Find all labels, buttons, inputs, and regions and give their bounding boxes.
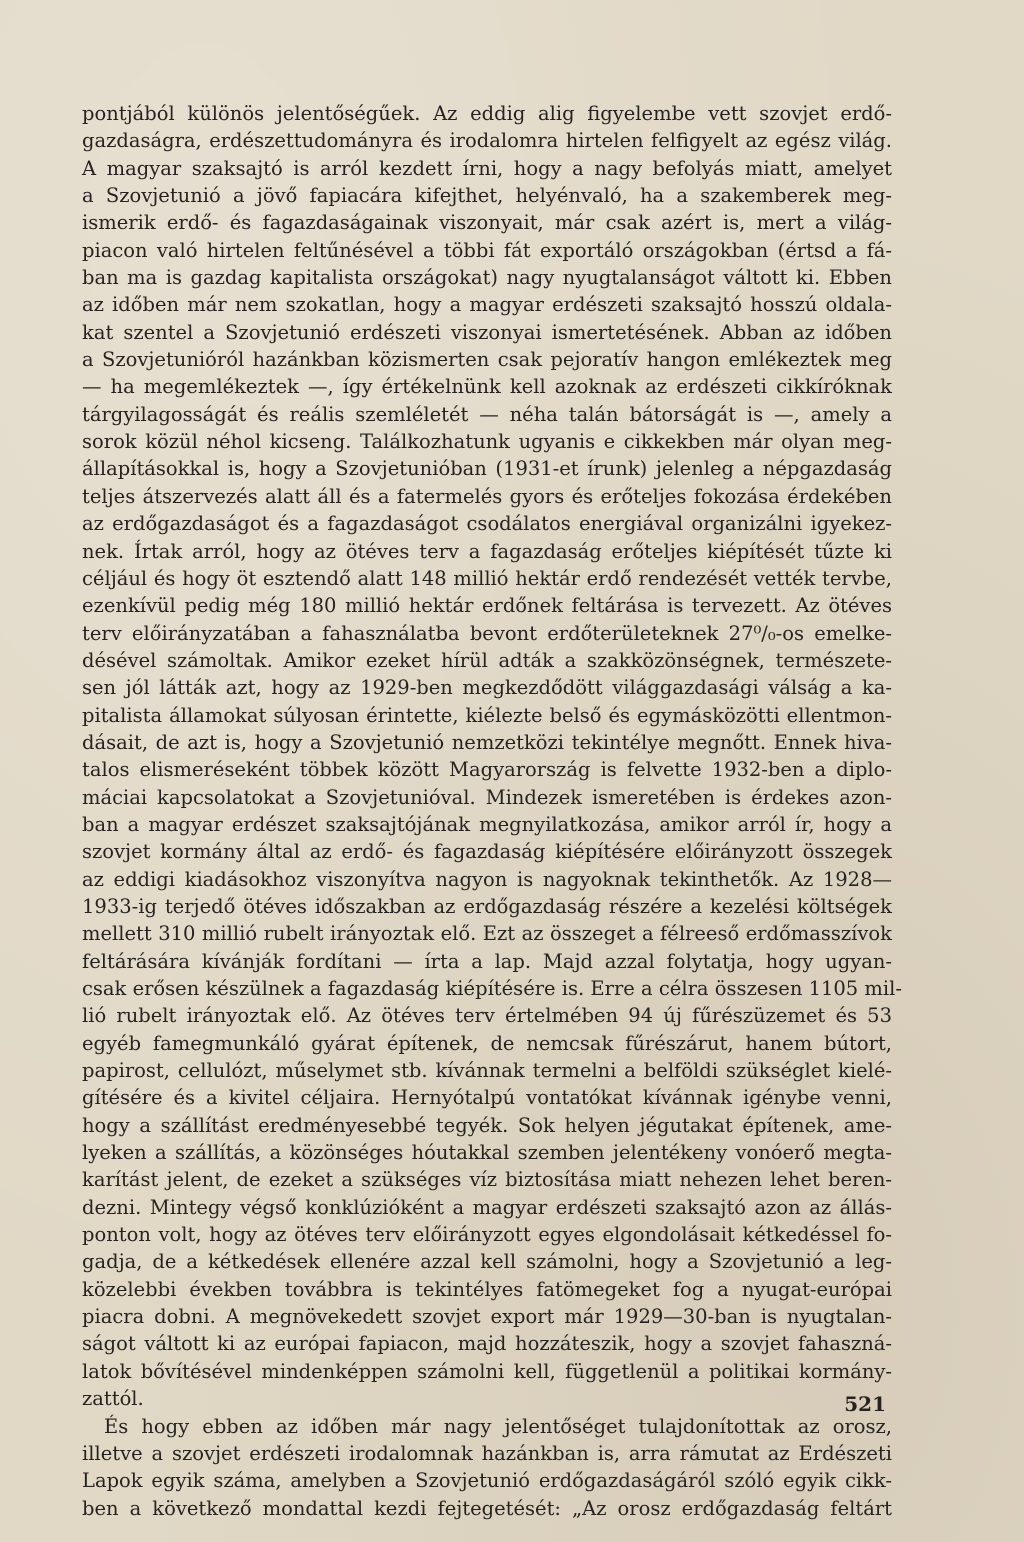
- text-line: csak erősen készülnek a fagazdaság kiépítésére is. Erre a célra összesen 1105 mil-: [82, 977, 902, 1000]
- text-line: közelebbi években továbbra is tekintélyes fatömegeket fog a nyugat-európai: [82, 1277, 892, 1301]
- text-line: ban ma is gazdag kapitalista országokat) nagy nyugtalanságot váltott ki. Ebben: [82, 266, 892, 290]
- text-line: lió rubelt irányoztak elő. Az ötéves terv értelmében 94 új fűrészüzemet és 53: [82, 1004, 892, 1028]
- text-line: hogy a szállítást eredményesebbé tegyék. Sok helyen jégutakat építenek, ame-: [82, 1113, 892, 1137]
- text-line: feltárására kívánják fordítani — írta a lap. Majd azzal folytatja, hogy ugyan-: [82, 949, 892, 973]
- text-line: karítást jelent, de ezeket a szükséges víz biztosítása miatt nehezen lehet beren-: [82, 1168, 892, 1192]
- text-line: papirost, cellulózt, műselymet stb. kívánnak termelni a belföldi szükséglet kielé-: [82, 1059, 892, 1083]
- text-line: És hogy ebben az időben már nagy jelentőséget tulajdonítottak az orosz,: [104, 1414, 892, 1438]
- text-line: az időben már nem szokatlan, hogy a magyar erdészeti szaksajtó hosszú oldala-: [82, 293, 892, 317]
- text-line: pontjából különös jelentőségűek. Az eddig alig figyelembe vett szovjet erdő-: [82, 102, 892, 125]
- text-line: ezenkívül pedig még 180 millió hektár erdőnek feltárása is tervezett. Az ötéves: [82, 594, 892, 618]
- text-line: ponton volt, hogy az ötéves terv előirányzott egyes elgondolásait kétkedéssel fo-: [82, 1223, 892, 1247]
- text-line: céljául és hogy öt esztendő alatt 148 millió hektár erdő rendezését vették tervbe,: [82, 566, 892, 590]
- text-line: szovjet kormány által az erdő- és fagazdaság kiépítésére előirányzott összegek: [82, 840, 892, 864]
- text-line: désével számoltak. Amikor ezeket hírül adták a szakközönségnek, természete-: [82, 648, 892, 672]
- text-line: terv előirányzatában a fahasználatba bevont erdőterületeknek 27⁰/₀-os emelke-: [82, 621, 892, 645]
- text-line: egyéb famegmunkáló gyárat építenek, de nemcsak fűrészárut, hanem bútort,: [82, 1031, 892, 1055]
- text-line: 1933-ig terjedő ötéves időszakban az erdőgazdaság részére a kezelési költségek: [82, 894, 892, 918]
- text-line: pitalista államokat súlyosan érintette, kiélezte belső és egymásközötti ellentmon-: [82, 703, 892, 727]
- text-line: gazdaságra, erdészettudományra és irodalomra hirtelen felfigyelt az egész világ.: [82, 129, 892, 153]
- text-line: gítésére és a kivitel céljaira. Hernyótalpú vontatókat kívánnak igénybe venni,: [82, 1086, 892, 1110]
- text-line: nek. Írtak arról, hogy az ötéves terv a fagazdaság erőteljes kiépítését tűzte ki: [82, 539, 892, 563]
- text-line: latok bővítésével mindenképpen számolni kell, függetlenül a politikai kormány-: [82, 1359, 892, 1383]
- text-line: állapításokkal is, hogy a Szovjetunióban (1931-et írunk) jelenleg a népgazdaság: [82, 457, 892, 481]
- text-line: ságot váltott ki az európai fapiacon, majd hozzáteszik, hogy a szovjet fahaszná-: [82, 1332, 892, 1356]
- text-line: az eddigi kiadásokhoz viszonyítva nagyon is nagyoknak tekinthetők. Az 1928—: [82, 867, 892, 891]
- text-line: A magyar szaksajtó is arról kezdett írni, hogy a nagy befolyás miatt, amelyet: [82, 156, 892, 180]
- text-line: dásait, de azt is, hogy a Szovjetunió nemzetközi tekintélye megnőtt. Ennek hiva-: [82, 730, 892, 754]
- text-line: piacra dobni. A megnövekedett szovjet export már 1929—30-ban is nyugtalan-: [82, 1305, 892, 1329]
- text-line: — ha megemlékeztek —, így értékelnünk kell azoknak az erdészeti cikkíróknak: [82, 375, 892, 399]
- text-line: dezni. Mintegy végső konklúzióként a magyar erdészeti szaksajtó azon az állás-: [82, 1195, 892, 1219]
- text-line: mellett 310 millió rubelt irányoztak elő. Ezt az összeget a félreeső erdőmasszívok: [82, 922, 892, 946]
- text-line: az erdőgazdaságot és a fagazdaságot csodálatos energiával organizálni igyekez-: [82, 512, 892, 536]
- text-line: a Szovjetunió a jövő fapiacára kifejthet, helyénvaló, ha a szakemberek meg-: [82, 184, 892, 208]
- text-line: talos elismeréseként többek között Magyarország is felvette 1932-ben a diplo-: [82, 758, 892, 782]
- text-line: sorok közül néhol kicseng. Találkozhatunk ugyanis e cikkekben már olyan meg-: [82, 430, 892, 454]
- text-line: Lapok egyik száma, amelyben a Szovjetunió erdőgazdaságáról szóló egyik cikk-: [82, 1469, 892, 1493]
- text-line: teljes átszervezés alatt áll és a fatermelés gyors és erőteljes fokozása érdekében: [82, 484, 892, 508]
- text-line: ban a magyar erdészet szaksajtójának megnyilatkozása, amikor arról ír, hogy a: [82, 812, 892, 836]
- text-line: lyeken a szállítás, a közönséges hóutakkal szemben jelentékeny vonóerő megta-: [82, 1141, 892, 1165]
- text-line: piacon való hirtelen feltűnésével a többi fát exportáló országokban (értsd a fá-: [82, 238, 892, 262]
- text-line: sen jól látták azt, hogy az 1929-ben megkezdődött világgazdasági válság a ka-: [82, 676, 892, 700]
- text-line: a Szovjetunióról hazánkban közismerten csak pejoratív hangon emlékeztek meg: [82, 348, 892, 372]
- text-line: ben a következő mondattal kezdi fejtegetését: „Az orosz erdőgazdaság feltárt: [82, 1496, 892, 1520]
- text-line: illetve a szovjet erdészeti irodalomnak hazánkban is, arra rámutat az Erdészeti: [82, 1441, 892, 1465]
- text-line: tárgyilagosságát és reális szemléletét — néha talán bátorságát is —, amely a: [82, 402, 892, 426]
- text-line: ismerik erdő- és fagazdaságainak viszonyait, már csak azért is, mert a világ-: [82, 211, 892, 235]
- text-line: zattól.: [82, 1387, 144, 1411]
- body-text: [82, 100, 902, 1522]
- text-line: kat szentel a Szovjetunió erdészeti viszonyai ismertetésének. Abban az időben: [82, 320, 892, 344]
- text-line: gadja, de a kétkedések ellenére azzal kell számolni, hogy a Szovjetunió a leg-: [82, 1250, 892, 1274]
- page-number: 521: [844, 1392, 886, 1416]
- text-line: máciai kapcsolatokat a Szovjetunióval. Mindezek ismeretében is érdekes azon-: [82, 785, 892, 809]
